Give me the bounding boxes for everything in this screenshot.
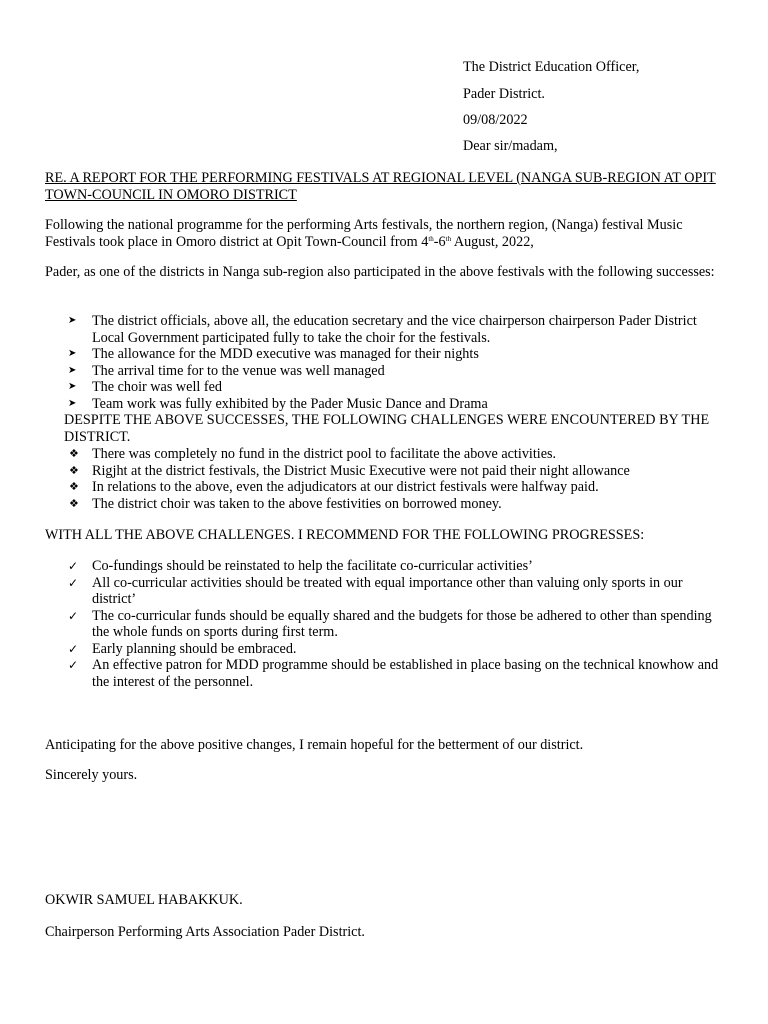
list-item bbox=[45, 396, 725, 413]
diamond-bullet-icon: ❖ bbox=[69, 480, 79, 493]
list-item-text: There was completely no fund in the district pool to facilitate the above activities. bbox=[92, 446, 557, 462]
arrow-bullet-icon: ➤ bbox=[68, 397, 77, 409]
list-item-text: The district choir was taken to the above festivities on borrowed money. bbox=[92, 495, 502, 512]
signatory-title: Chairperson Performing Arts Association Pader District. bbox=[45, 924, 365, 940]
checkmark-bullet-icon: ✓ bbox=[68, 641, 79, 656]
list-item bbox=[45, 379, 725, 396]
arrow-bullet-icon: ➤ bbox=[68, 315, 77, 326]
diamond-bullet-icon: ❖ bbox=[69, 496, 79, 510]
signatory-name: OKWIR SAMUEL HABAKKUK. bbox=[45, 892, 243, 908]
intro-text-mid: -6 bbox=[433, 233, 446, 250]
arrow-bullet-icon: ➤ bbox=[68, 364, 77, 376]
checkmark-bullet-icon: ✓ bbox=[68, 559, 79, 573]
list-item-text: The allowance for the MDD executive was managed for their nights bbox=[92, 346, 479, 362]
list-item-text: The co-curricular funds should be equally shared and the budgets for those be adhered to other than spending the whole funds on sports during first term. bbox=[92, 607, 712, 640]
diamond-bullet-icon: ❖ bbox=[69, 447, 79, 460]
list-item-text: All co-curricular activities should be treated with equal importance other than valuing only sports in our district’ bbox=[92, 574, 683, 607]
diamond-bullet-icon: ❖ bbox=[69, 463, 79, 477]
list-item bbox=[45, 575, 725, 608]
list-item bbox=[45, 558, 725, 575]
list-item bbox=[45, 363, 725, 380]
list-item-text: In relations to the above, even the adjudicators at our district festivals were halfway paid. bbox=[92, 479, 599, 495]
list-item-text: Co-fundings should be reinstated to help the facilitate co-curricular activities’ bbox=[92, 558, 533, 574]
arrow-bullet-icon: ➤ bbox=[68, 381, 77, 392]
list-item bbox=[64, 446, 724, 463]
intro-text-start: Following the national programme for the performing Arts festivals, the northern region, (Nanga) festival Music Festivals took place in Omoro district at Opit Town-Council from 4 bbox=[45, 217, 683, 250]
checkmark-bullet-icon: ✓ bbox=[68, 658, 79, 672]
recommendations-heading: WITH ALL THE ABOVE CHALLENGES. I RECOMMEND FOR THE FOLLOWING PROGRESSES: bbox=[45, 527, 645, 543]
list-item-text: The arrival time for to the venue was well managed bbox=[92, 362, 385, 379]
intro-sup-end: th bbox=[445, 234, 452, 243]
list-item bbox=[64, 479, 724, 496]
list-item bbox=[45, 313, 725, 346]
list-item bbox=[45, 608, 725, 641]
successes-list bbox=[45, 313, 725, 412]
arrow-bullet-icon: ➤ bbox=[68, 348, 77, 359]
list-item-text: Team work was fully exhibited by the Pader Music Dance and Drama bbox=[92, 395, 488, 412]
list-item bbox=[45, 641, 725, 658]
list-item-text: The district officials, above all, the education secretary and the vice chairperson chairperson Pader District Local Government participated fully to take the choir for the festivals. bbox=[92, 313, 697, 346]
list-item bbox=[45, 346, 725, 363]
letter-date: 09/08/2022 bbox=[463, 112, 528, 128]
successes-intro: Pader, as one of the districts in Nanga sub-region also participated in the above festivals with the following successes: bbox=[45, 264, 715, 280]
checkmark-bullet-icon: ✓ bbox=[68, 608, 79, 623]
closing-paragraph: Anticipating for the above positive changes, I remain hopeful for the betterment of our district. bbox=[45, 737, 584, 753]
intro-paragraph bbox=[45, 217, 725, 250]
recipient-line: The District Education Officer, bbox=[463, 59, 640, 75]
challenges-list bbox=[64, 446, 724, 512]
list-item-text: Early planning should be embraced. bbox=[92, 640, 297, 657]
list-item-text: An effective patron for MDD programme should be established in place basing on the technical knowhow and the interest of the personnel. bbox=[92, 657, 719, 690]
list-item-text: Rigjht at the district festivals, the District Music Executive were not paid their night allowance bbox=[92, 462, 630, 479]
recommendations-list bbox=[45, 558, 725, 690]
subject-line: RE. A REPORT FOR THE PERFORMING FESTIVALS AT REGIONAL LEVEL (NANGA SUB-REGION AT OPIT TOWN-COUNCIL IN OMORO DISTRICT bbox=[45, 170, 716, 203]
salutation: Dear sir/madam, bbox=[463, 138, 558, 154]
signoff: Sincerely yours. bbox=[45, 767, 138, 783]
checkmark-bullet-icon: ✓ bbox=[68, 575, 79, 590]
list-item bbox=[64, 496, 724, 513]
intro-sup-start: th bbox=[428, 234, 434, 243]
district-line: Pader District. bbox=[463, 86, 545, 102]
list-item bbox=[64, 463, 724, 480]
challenges-heading: DESPITE THE ABOVE SUCCESSES, THE FOLLOWING CHALLENGES WERE ENCOUNTERED BY THE DISTRICT. bbox=[64, 412, 710, 445]
intro-text-end: August, 2022, bbox=[451, 233, 534, 250]
list-item bbox=[45, 657, 725, 690]
list-item-text: The choir was well fed bbox=[92, 379, 223, 395]
